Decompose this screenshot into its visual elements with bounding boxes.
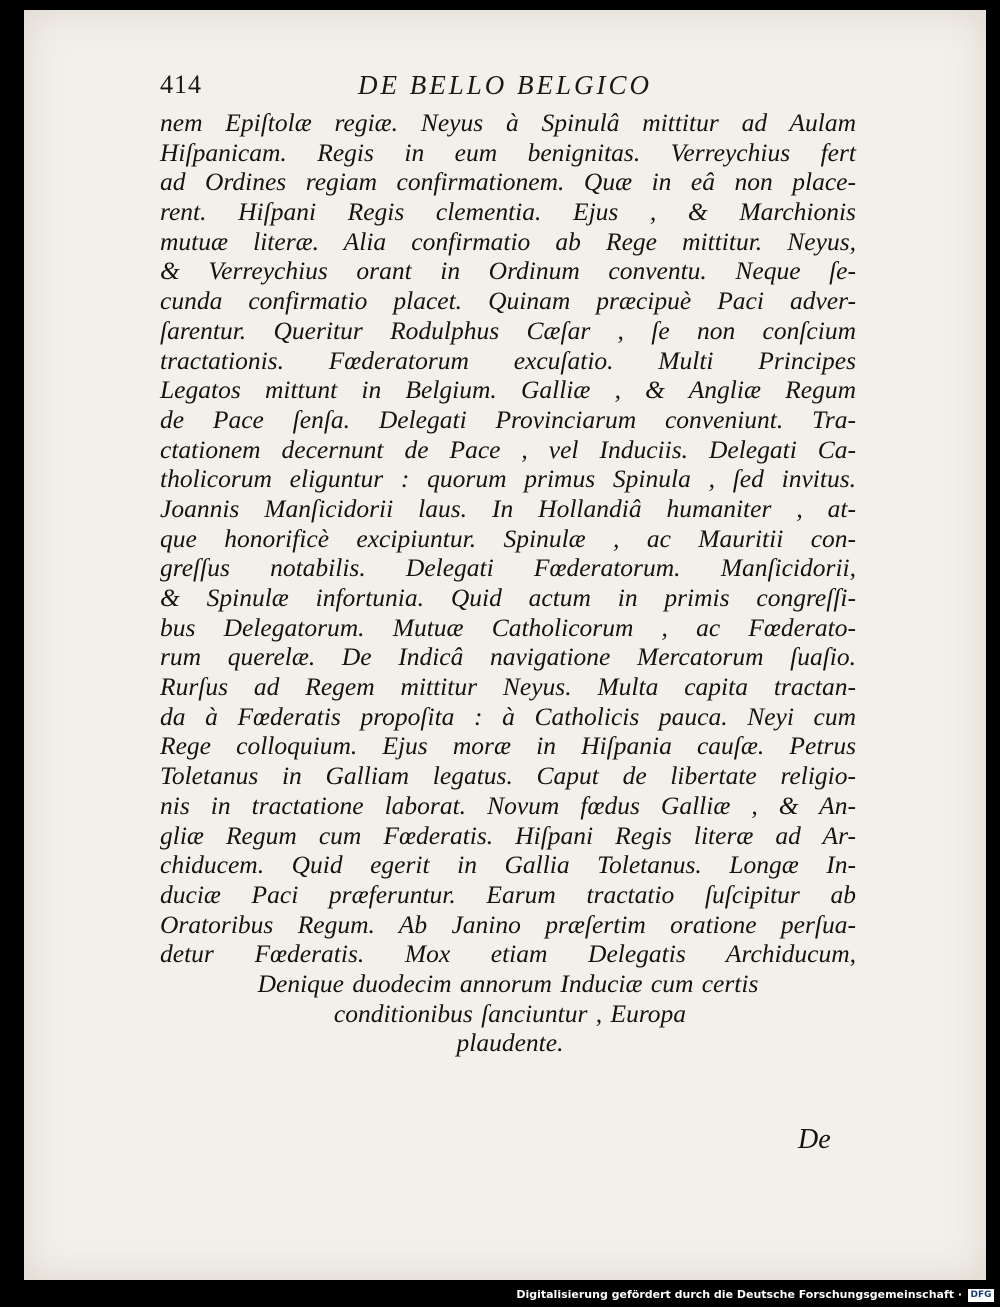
summary-line: Oratoribus Regum. Ab Janino præſertim oratione perſua- [160,909,856,939]
summary-line: conditionibus ſanciuntur , Europa [333,998,687,1028]
summary-line: de Pace ſenſa. Delegati Provinciarum conveniunt. Tra- [160,404,856,434]
summary-line: Joannis Manſicidorii laus. In Hollandiâ humaniter , at- [160,493,856,523]
summary-line: gliæ Regum cum Fœderatis. Hiſpani Regis literæ ad Ar- [160,820,856,850]
summary-line: tractationis. Fœderatorum excuſatio. Multi Principes [160,345,856,375]
summary-line: Rurſus ad Regem mittitur Neyus. Multa capita tractan- [160,672,856,702]
page-number: 414 [160,70,202,99]
chapter-summary [160,108,860,1058]
summary-line: Denique duodecim annorum Induciæ cum certis [257,968,759,998]
catchword: De [798,1124,831,1155]
summary-line: nis in tractatione laborat. Novum fœdus Galliæ , & An- [160,790,856,820]
summary-line: Hiſpanicam. Regis in eum benignitas. Verreychius fert [160,137,856,167]
summary-line: chiducem. Quid egerit in Gallia Toletanus. Longæ In- [160,850,856,880]
summary-line: rent. Hiſpani Regis clementia. Ejus , & Marchionis [160,197,856,227]
summary-line: plaudente. [456,1028,564,1058]
book-page [24,10,986,1280]
summary-line: mutuæ literæ. Alia confirmatio ab Rege mittitur. Neyus, [160,226,856,256]
page-header [160,68,850,104]
summary-line: ad Ordines regiam confirmationem. Quæ in eâ non place- [160,167,856,197]
summary-line: que honorificè excipiuntur. Spinulæ , ac Mauritii con- [160,523,856,553]
dfg-logo-icon: DFG [968,1289,994,1302]
summary-line: & Verreychius orant in Ordinum conventu. Neque ſe- [160,256,856,286]
summary-line: da à Fœderatis propoſita : à Catholicis pauca. Neyi cum [160,701,856,731]
summary-line: Legatos mittunt in Belgium. Galliæ , & Angliæ Regum [160,375,856,405]
digitization-footer [0,1280,1000,1307]
summary-line: greſſus notabilis. Delegati Fœderatorum. Manſicidorii, [160,553,856,583]
running-title: DE BELLO BELGICO [358,70,653,100]
summary-line: nem Epiſtolæ regiæ. Neyus à Spinulâ mittitur ad Aulam [160,108,856,137]
summary-line: ctationem decernunt de Pace , vel Induciis. Delegati Ca- [160,434,856,464]
summary-line: duciæ Paci præferuntur. Earum tractatio ſuſcipitur ab [160,879,856,909]
summary-line: bus Delegatorum. Mutuæ Catholicorum , ac Fœderato- [160,612,856,642]
summary-line: ſarentur. Queritur Rodulphus Cæſar , ſe non conſcium [160,315,856,345]
summary-line: cunda confirmatio placet. Quinam præcipuè Paci adver- [160,286,856,316]
summary-line: detur Fœderatis. Mox etiam Delegatis Archiducum, [160,939,856,969]
summary-line: tholicorum eliguntur : quorum primus Spinula , ſed invitus. [160,464,856,494]
footer-credit: Digitalisierung gefördert durch die Deutsche Forschungsgemeinschaft · [516,1288,962,1301]
summary-line: Toletanus in Galliam legatus. Caput de libertate religio- [160,761,856,791]
summary-line: rum querelæ. De Indicâ navigatione Mercatorum ſuaſio. [160,642,856,672]
summary-line: Rege colloquium. Ejus moræ in Hiſpania cauſæ. Petrus [160,731,856,761]
summary-line: & Spinulæ infortunia. Quid actum in primis congreſſi- [160,583,856,612]
